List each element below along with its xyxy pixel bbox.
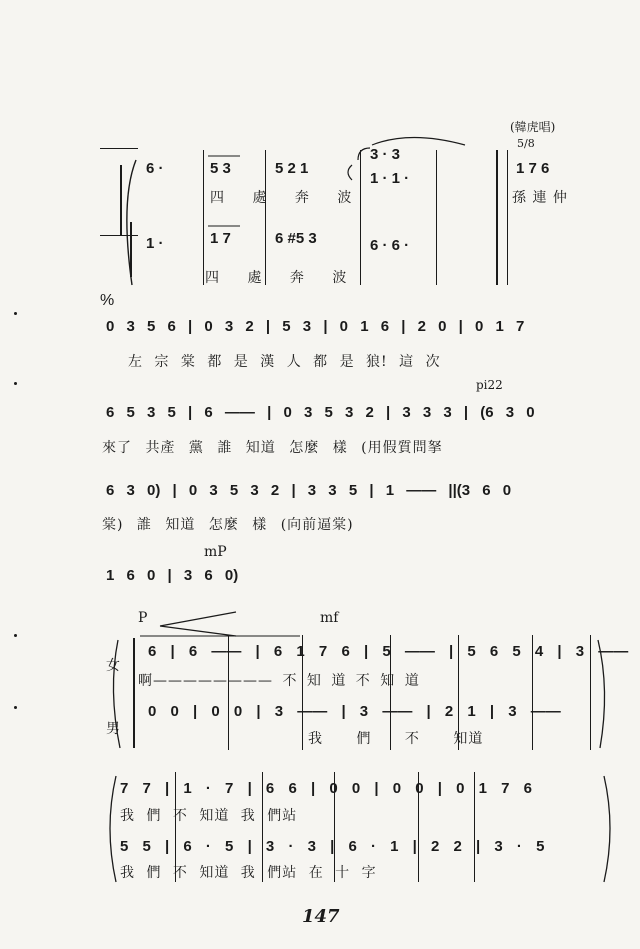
line3-lyrics: 來了 共產 黨 誰 知道 怎麼 樣 (用假質問拏	[102, 440, 443, 456]
dynamic-mp: mP	[204, 544, 227, 560]
line4-notes: 6 3 0) | 0 3 5 3 2 | 3 3 5 | 1 —— ||(3 6 0	[106, 482, 512, 499]
line2-lyrics: 左 宗 棠 都 是 漢 人 都 是 狼! 這 次	[128, 354, 441, 370]
bottom-top-lyrics: 我 們 不 知道 我 們站	[120, 808, 298, 824]
line4-lyrics: 棠) 誰 知道 怎麼 樣 (向前逼棠)	[102, 517, 354, 533]
margin-speck	[14, 312, 17, 315]
segno-mark: %	[100, 292, 115, 309]
male-notes: 0 0 | 0 0 | 3 —— | 3 —— | 2 1 | 3 ——	[148, 703, 561, 720]
notes-bot-b: 1 7	[210, 230, 231, 247]
female-label: 女	[106, 658, 121, 674]
notes-top-a: 6 ·	[146, 160, 164, 177]
male-label: 男	[106, 721, 121, 737]
line5-notes: 1 6 0 | 3 6 0)	[106, 567, 239, 584]
bottom-bot-lyrics: 我 們 不 知道 我 們站 在 十 字	[120, 865, 377, 881]
bottom-top-notes: 7 7 | 1 · 7 | 6 6 | 0 0 | 0 0 | 0 1 7 6	[120, 780, 532, 797]
line3-notes: 6 5 3 5 | 6 —— | 0 3 5 3 2 | 3 3 3 | (6 3 0	[106, 404, 535, 421]
margin-speck	[14, 706, 17, 709]
notes-top-c: 5 2 1	[275, 160, 309, 177]
notes-bot-c: 6 #5 3	[275, 230, 317, 247]
lyrics-bot: 四 處 奔 波	[205, 270, 348, 286]
notes-bot-d: 6 · 6 ·	[370, 237, 410, 254]
male-lyrics: 我 們 不 知道	[308, 731, 484, 747]
label-pi22: pi22	[476, 378, 503, 392]
margin-speck	[14, 634, 17, 637]
notes-top-e: 1 · 1 ·	[370, 170, 410, 187]
notes-top-f: 1 7 6	[516, 160, 550, 177]
singer-note: (韓虎唱)	[510, 120, 556, 134]
notes-bot-a: 1 ·	[146, 235, 164, 252]
margin-speck	[14, 382, 17, 385]
lyrics-top-right: 孫 連 仲	[512, 190, 568, 206]
page-number: 147	[302, 906, 340, 927]
dynamic-p: P	[138, 610, 148, 626]
female-notes: 6 | 6 —— | 6 1 7 6 | 5 —— | 5 6 5 4 | 3 ——	[148, 643, 629, 660]
notes-top-b: 5 3	[210, 160, 231, 177]
line2-notes: 0 3 5 6 | 0 3 2 | 5 3 | 0 1 6 | 2 0 | 0 1 7	[106, 318, 525, 335]
dynamic-mf: mf	[320, 610, 339, 626]
notes-top-d: 3 · 3	[370, 146, 401, 163]
female-lyrics: 啊———————— 不 知 道 不 知 道	[138, 673, 420, 689]
bottom-bot-notes: 5 5 | 6 · 5 | 3 · 3 | 6 · 1 | 2 2 | 3 · 5	[120, 838, 545, 855]
lyrics-top: 四 處 奔 波	[210, 190, 353, 206]
time-signature: 5/8	[517, 137, 535, 150]
